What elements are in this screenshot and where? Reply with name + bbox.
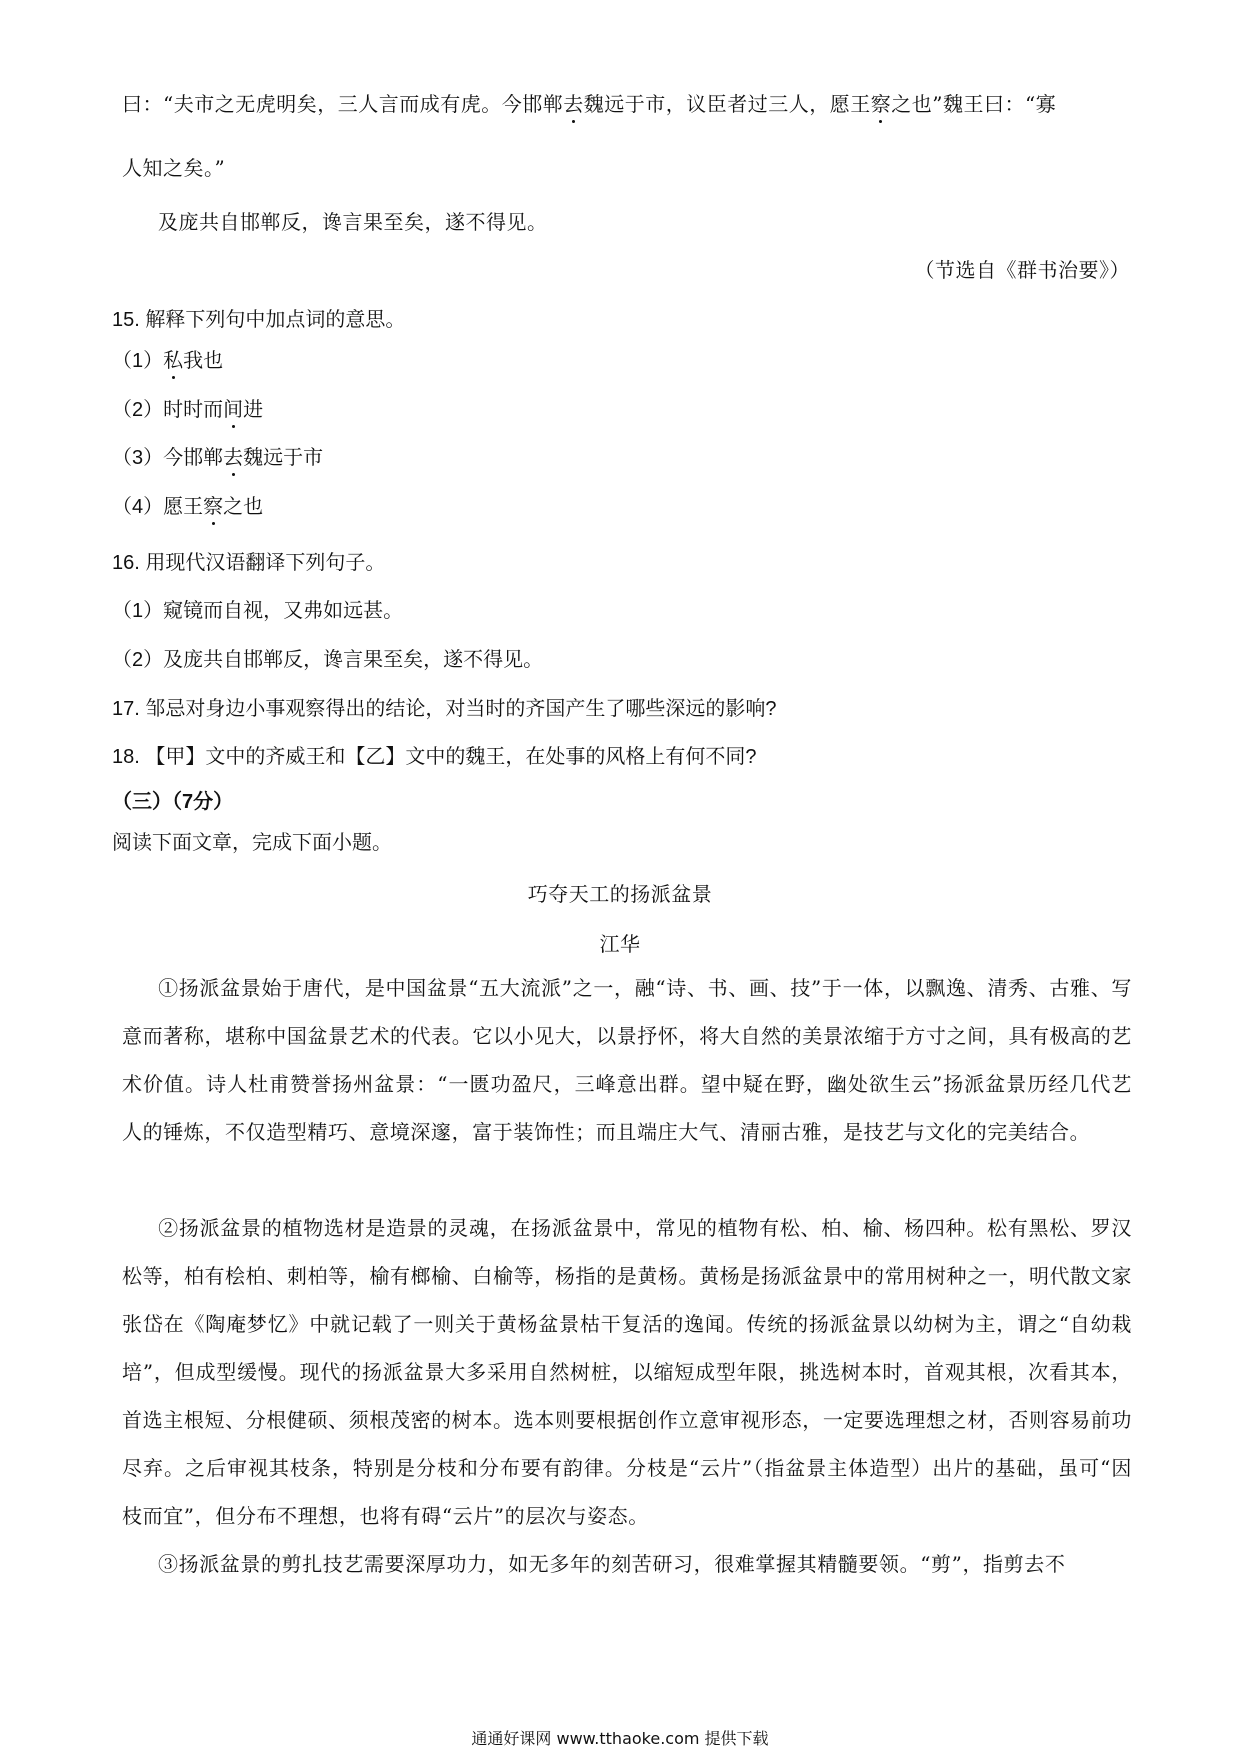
question-15-2	[112, 393, 263, 422]
section-instruction: 阅读下面文章，完成下面小题。	[112, 832, 392, 854]
item-prefix: （1）	[112, 350, 164, 372]
page-footer: 通通好课网 www.tthaoke.com 提供下载	[471, 1729, 769, 1748]
item-prefix: （3）今邯郸	[112, 447, 224, 469]
article-title: 巧夺天工的扬派盆景	[527, 882, 713, 906]
article-author: 江华	[599, 932, 641, 956]
item-text: 进	[243, 399, 264, 421]
question-16-1: （1）窥镜而自视，又弗如远甚。	[112, 600, 404, 622]
passage-line-1	[122, 88, 1056, 117]
dotted-word: 间	[223, 399, 244, 421]
question-17: 17. 邹忌对身边小事观察得出的结论，对当时的齐国产生了哪些深远的影响?	[112, 698, 777, 720]
item-text: 我也	[183, 350, 224, 372]
question-15-3	[112, 441, 323, 470]
paragraph-text: ①扬派盆景始于唐代，是中国盆景“五大流派”之一，融“诗、书、画、技”于一体，以飘逸、清秀、古雅、写意而著称，堪称中国盆景艺术的代表。它以小见大，以景抒怀，将大自然的美景浓缩于方寸之间，具有极高的艺术价值。诗人杜甫赞誉扬州盆景：“一匮功盈尺，三峰意出群。望中疑在野，幽处欲生云”扬派盆景历经几代艺人的锤炼，不仅造型精巧、意境深邃，富于装饰性；而且端庄大气、清丽古雅，是技艺与文化的完美结合。	[122, 976, 1132, 1144]
paragraph-text: ②扬派盆景的植物选材是造景的灵魂，在扬派盆景中，常见的植物有松、柏、榆、杨四种。松有黑松、罗汉松等，柏有桧柏、刺柏等，榆有榔榆、白榆等，杨指的是黄杨。黄杨是扬派盆景中的常用树种之一，明代散文家张岱在《陶庵梦忆》中就记载了一则关于黄杨盆景枯干复活的逸闻。传统的扬派盆景以幼树为主，谓之“自幼栽培”，但成型缓慢。现代的扬派盆景大多采用自然树桩，以缩短成型年限，挑选树本时，首观其根，次看其本，首选主根短、分根健硕、须根茂密的树本。选本则要根据创作立意审视形态，一定要选理想之材，否则容易前功尽弃。之后审视其枝条，特别是分枝和分布要有韵律。分枝是“云片”（指盆景主体造型）出片的基础，虽可“因枝而宜”，但分布不理想，也将有碍“云片”的层次与姿态。	[122, 1216, 1132, 1528]
section-heading: （三）（7分）	[112, 791, 234, 813]
article-paragraph-1	[122, 964, 1132, 1156]
item-text: 魏远于市	[243, 447, 324, 469]
item-prefix: （2）时时而	[112, 399, 224, 421]
dotted-word: 私	[163, 350, 184, 372]
question-18: 18. 【甲】文中的齐威王和【乙】文中的魏王，在处事的风格上有何不同?	[112, 746, 757, 768]
source-citation: （节选自《群书治要》）	[914, 258, 1130, 282]
question-15: 15. 解释下列句中加点词的意思。	[112, 309, 406, 331]
article-paragraph-3	[122, 1540, 1132, 1588]
question-15-4	[112, 490, 263, 519]
dotted-word: 察	[203, 496, 224, 518]
dotted-word: 察	[870, 92, 892, 116]
passage-text: 魏远于市，议臣者过三人，愿王	[583, 92, 871, 116]
dotted-word: 去	[223, 447, 244, 469]
dotted-word: 去	[563, 92, 584, 116]
question-16-2: （2）及庞共自邯郸反，谗言果至矣，遂不得见。	[112, 649, 544, 671]
item-prefix: （4）愿王	[112, 496, 204, 518]
paragraph-text: ③扬派盆景的剪扎技艺需要深厚功力，如无多年的刻苦研习，很难掌握其精髓要领。“剪”，指剪去不	[158, 1552, 1066, 1576]
article-paragraph-2	[122, 1204, 1132, 1540]
question-16: 16. 用现代汉语翻译下列句子。	[112, 552, 386, 574]
passage-line-2: 人知之矣。”	[122, 156, 226, 180]
item-text: 之也	[223, 496, 264, 518]
passage-text: 之也”魏王曰：“寡	[891, 92, 1057, 116]
passage-line-3: 及庞共自邯郸反，谗言果至矣，遂不得见。	[158, 210, 548, 234]
question-15-1	[112, 344, 223, 373]
passage-text: 曰：“夫市之无虎明矣，三人言而成有虎。今邯郸	[122, 92, 564, 116]
